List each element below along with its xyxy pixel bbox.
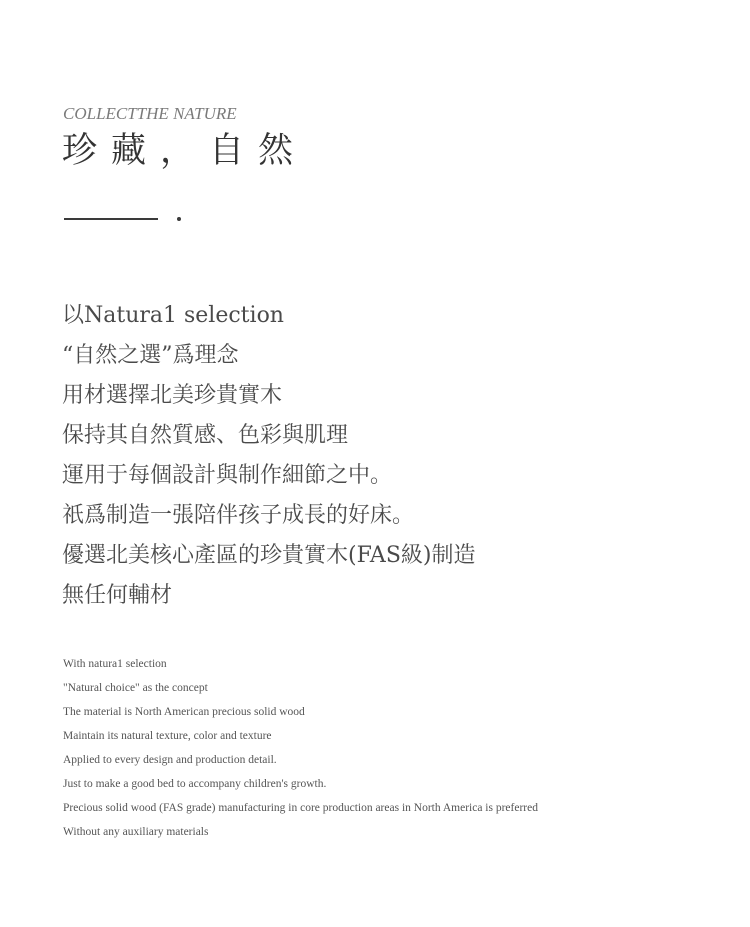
title-dot-ornament bbox=[177, 217, 181, 221]
zh-line: 保持其自然質感、色彩與肌理 bbox=[62, 423, 349, 448]
english-description bbox=[63, 652, 538, 844]
zh-line: 優選北美核心產區的珍貴實木(FAS級)制造 bbox=[62, 543, 476, 568]
en-line: Applied to every design and production detail. bbox=[63, 754, 277, 766]
en-line: Precious solid wood (FAS grade) manufacturing in core production areas in North America is preferred bbox=[63, 802, 538, 814]
en-line: Without any auxiliary materials bbox=[63, 826, 209, 838]
eyebrow-text: COLLECTTHE NATURE bbox=[63, 104, 237, 123]
en-line: "Natural choice" as the concept bbox=[63, 682, 208, 694]
zh-line: 運用于每個設計與制作細節之中。 bbox=[62, 463, 393, 488]
zh-line: 用材選擇北美珍貴實木 bbox=[62, 383, 283, 408]
en-line: The material is North American precious solid wood bbox=[63, 706, 305, 718]
zh-line: 以Natura1 selection bbox=[62, 303, 284, 328]
zh-line: 無任何輔材 bbox=[62, 583, 173, 608]
chinese-description bbox=[62, 296, 475, 616]
zh-line: 祇爲制造一張陪伴孩子成長的好床。 bbox=[62, 503, 415, 528]
en-line: Maintain its natural texture, color and texture bbox=[63, 730, 272, 742]
title-underline-divider bbox=[64, 218, 158, 220]
page-title: 珍藏，自然 bbox=[62, 131, 308, 171]
zh-line: “自然之選”爲理念 bbox=[62, 343, 239, 368]
en-line: Just to make a good bed to accompany children's growth. bbox=[63, 778, 327, 790]
en-line: With natura1 selection bbox=[63, 658, 167, 670]
